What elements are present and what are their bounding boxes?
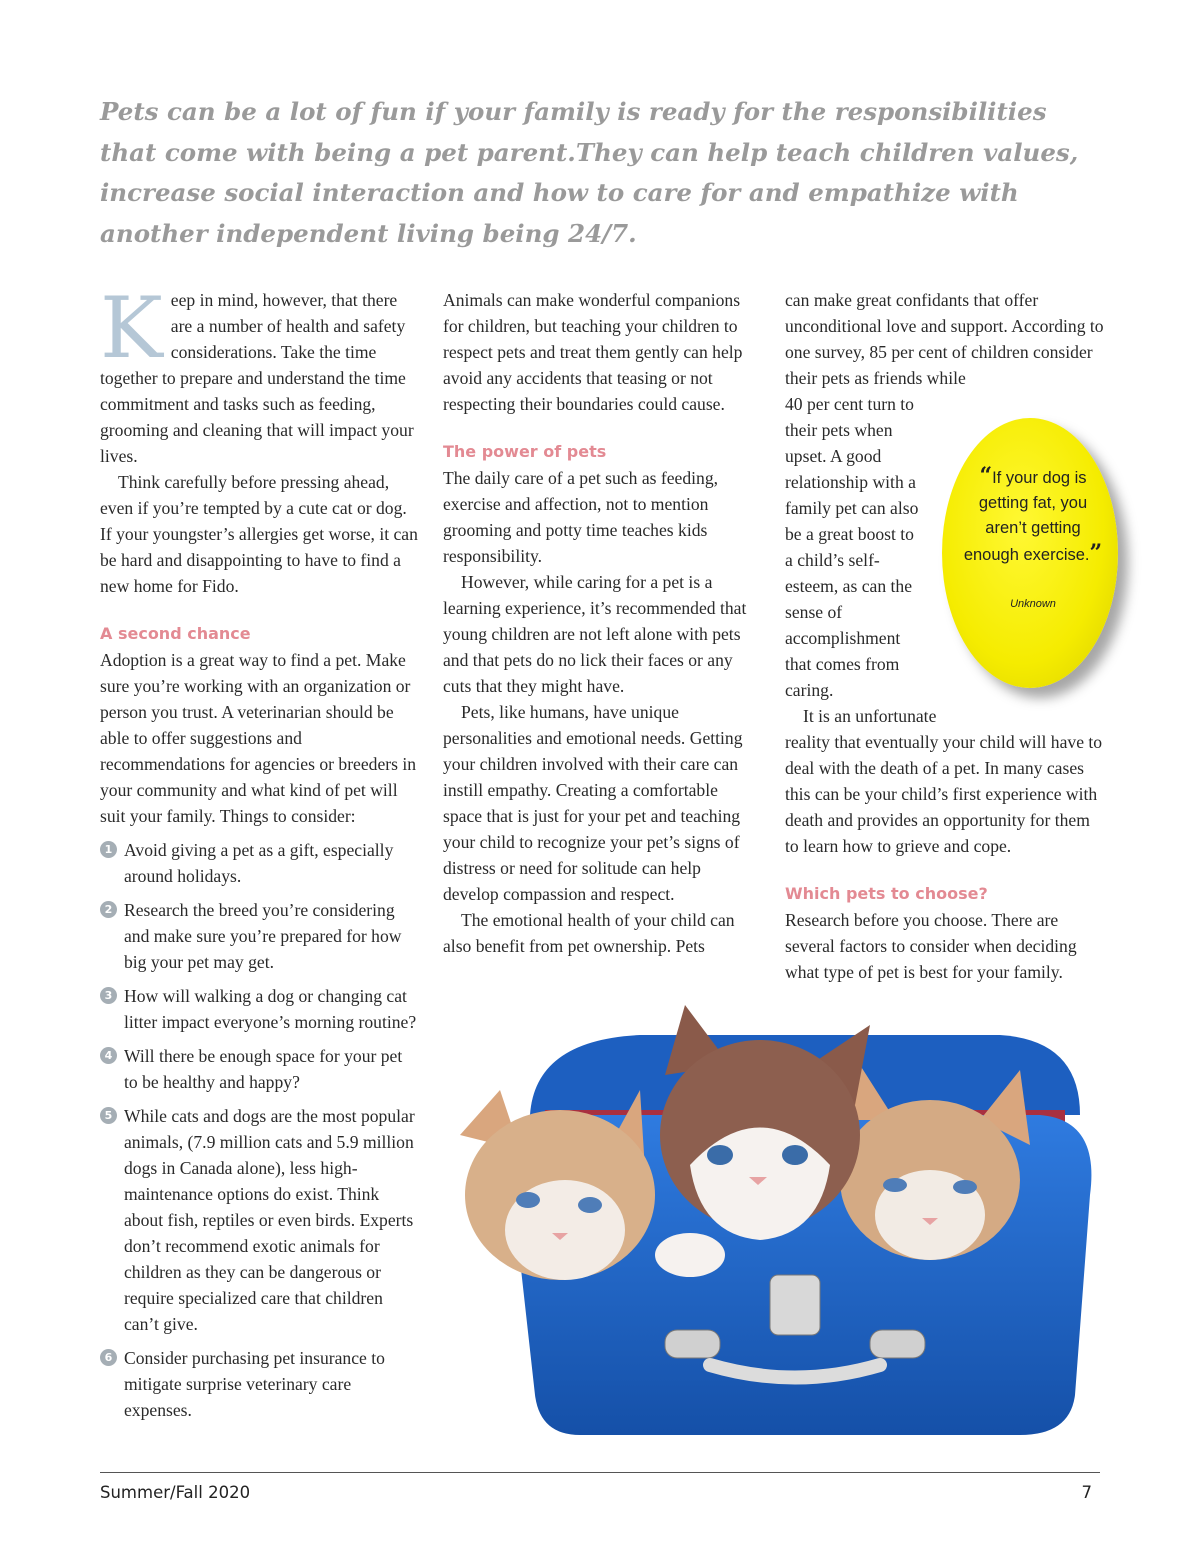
column-2 bbox=[443, 287, 759, 959]
pull-quote bbox=[958, 464, 1108, 568]
list-item-text: How will walking a dog or changing cat litter impact everyone’s morning routine? bbox=[124, 986, 417, 1032]
paragraph: Pets, like humans, have unique personalities and emotional needs. Getting your children involved with their care can instill empathy. Creating a comfortable space that is just for your pet and teaching your child to recognize your pet’s signs of distress or need for solitude can help develop compassion and respect. bbox=[443, 702, 743, 904]
column-1 bbox=[100, 279, 418, 1431]
number-badge: 5 bbox=[100, 1107, 117, 1124]
paragraph: The emotional health of your child can also benefit from pet ownership. Pets bbox=[443, 910, 735, 956]
list-item bbox=[100, 897, 418, 975]
list-item bbox=[100, 1103, 418, 1337]
paragraph: The daily care of a pet such as feeding, exercise and affection, not to mention grooming and potty time teaches kids responsibility. bbox=[443, 468, 719, 566]
suitcase-latch-left bbox=[665, 1330, 720, 1358]
paragraph-wrapped: 40 per cent turn to their pets when upset. A good relationship with a family pet can also be a great boost to a child’s self-esteem, as can the sense of accomplishment that comes from caring. bbox=[785, 394, 919, 700]
kitten-left bbox=[460, 1090, 655, 1280]
number-badge: 2 bbox=[100, 901, 117, 918]
kittens-in-suitcase-photo bbox=[440, 995, 1100, 1440]
list-item-text: While cats and dogs are the most popular animals, (7.9 million cats and 5.9 million dogs in Canada alone), less high-maintenance options do exist. Think about fish, reptiles or even birds. Experts don’t recommend exotic animals for children as they can be dangerous or require specialized care that children can’t give. bbox=[124, 1106, 415, 1334]
list-item bbox=[100, 1043, 418, 1095]
suitcase-latch-right bbox=[870, 1330, 925, 1358]
considerations-list bbox=[100, 837, 418, 1423]
pull-quote-author: Unknown bbox=[1010, 598, 1056, 610]
paragraph: Think carefully before pressing ahead, even if you’re tempted by a cute cat or dog. If your youngster’s allergies get worse, it can be hard and disappointing to have to find a new home for Fido. bbox=[100, 472, 418, 596]
pull-quote-text: If your dog is getting fat, you aren’t getting enough exercise. bbox=[963, 469, 1090, 564]
list-item-text: Will there be enough space for your pet to be healthy and happy? bbox=[124, 1046, 403, 1092]
drop-cap: K bbox=[100, 279, 163, 377]
paragraph-opening bbox=[100, 279, 418, 469]
issue-label: Summer/Fall 2020 bbox=[100, 1483, 251, 1502]
subheading-second-chance: A second chance bbox=[100, 624, 251, 643]
subheading-which-pets: Which pets to choose? bbox=[785, 884, 988, 903]
list-item-text: Research the breed you’re considering and make sure you’re prepared for how big your pet may get. bbox=[124, 900, 402, 972]
page-number: 7 bbox=[1081, 1483, 1092, 1502]
number-badge: 1 bbox=[100, 841, 117, 858]
list-item-text: Avoid giving a pet as a gift, especially around holidays. bbox=[124, 840, 394, 886]
number-badge: 4 bbox=[100, 1047, 117, 1064]
paragraph: Adoption is a great way to find a pet. Make sure you’re working with an organization or person you trust. A veterinarian should be able to offer suggestions and recommendations for agencies or breeders in your community and what kind of pet will suit your family. Things to consider: bbox=[100, 650, 417, 826]
open-quote-icon: “ bbox=[979, 463, 993, 489]
list-item bbox=[100, 983, 418, 1035]
paragraph-start: It is an unfortunate bbox=[803, 706, 937, 726]
footer-divider bbox=[100, 1472, 1100, 1473]
paragraph: Research before you choose. There are several factors to consider when deciding what type of pet is best for your family. bbox=[785, 910, 1077, 982]
close-quote-icon: ” bbox=[1089, 540, 1103, 566]
list-item bbox=[100, 1345, 418, 1423]
paragraph: reality that eventually your child will have to deal with the death of a pet. In many cases this can be your child’s first experience with death and provides an opportunity for them to learn how to grieve and cope. bbox=[785, 732, 1103, 856]
subheading-power-of-pets: The power of pets bbox=[443, 442, 607, 461]
number-badge: 6 bbox=[100, 1349, 117, 1366]
suitcase-front-clasp bbox=[770, 1275, 820, 1335]
paragraph: can make great confidants that offer unconditional love and support. According to one survey, 85 per cent of children consider their pets as friends while bbox=[785, 290, 1104, 388]
paragraph-text: eep in mind, however, that there are a number of health and safety considerations. Take the time together to prepare and understand the time commitment and tasks such as feeding, grooming and cleaning that will impact your lives. bbox=[100, 290, 414, 466]
list-item bbox=[100, 837, 418, 889]
paragraph: However, while caring for a pet is a learning experience, it’s recommended that young children are not left alone with pets and that pets do no lick their faces or any cuts that they might have. bbox=[443, 572, 747, 696]
number-badge: 3 bbox=[100, 987, 117, 1004]
list-item-text: Consider purchasing pet insurance to mitigate surprise veterinary care expenses. bbox=[124, 1348, 385, 1420]
paragraph: Animals can make wonderful companions for children, but teaching your children to respect pets and treat them gently can help avoid any accidents that teasing or not respecting their boundaries could cause. bbox=[443, 290, 743, 414]
intro-paragraph: Pets can be a lot of fun if your family is ready for the responsibilities that come with being a pet parent.They can help teach children values, increase social interaction and how to care for and empathize with another independent living being 24/7. bbox=[100, 97, 1079, 248]
